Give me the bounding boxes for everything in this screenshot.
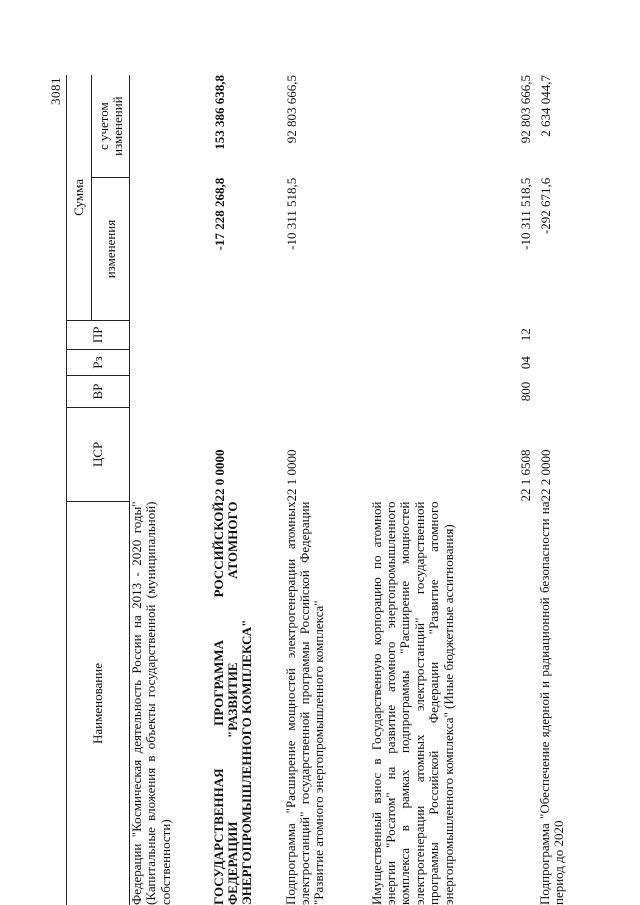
table-row (284, 75, 370, 905)
header-pr: ПР (67, 320, 130, 349)
row-name: Подпрограмма "Обеспечение ядерной и радиационной безопасности на период до 2020 (536, 501, 566, 905)
row-csr: 22 2 0000 (537, 449, 553, 502)
header-with-changes: с учетом изменений (92, 75, 130, 178)
row-total (130, 75, 212, 178)
row-csr: 22 1 6508 (517, 449, 533, 502)
header-change: изменения (92, 178, 130, 321)
header-rz: Рз (67, 349, 130, 376)
row-vr: 800 (517, 381, 533, 402)
row-rz (212, 349, 284, 376)
row-change: -10 311 518,5 (283, 177, 299, 250)
page-number: 3081 (48, 77, 63, 105)
row-total: 92 803 666,5 (517, 75, 533, 144)
header-vr: ВР (67, 376, 130, 407)
row-pr (130, 320, 212, 349)
header-name: Наименование (67, 501, 130, 905)
header-summa: Сумма (67, 75, 92, 320)
row-vr (212, 376, 284, 407)
row-pr: 12 (517, 328, 533, 342)
row-name: Федерации "Космическая деятельность России на 2013 - 2020 годы" (Капитальные вложения в объекты государственной (муниципальной) собственности) (129, 501, 173, 905)
row-change (130, 178, 212, 321)
row-csr: 22 1 0000 (283, 449, 299, 502)
header-csr: ЦСР (67, 407, 130, 501)
row-pr (284, 320, 370, 349)
table-row (370, 75, 538, 905)
table-body (130, 75, 578, 905)
row-change: -292 671,6 (537, 177, 553, 235)
row-rz (284, 349, 370, 376)
row-change: -17 228 268,8 (211, 177, 227, 251)
row-rz (130, 349, 212, 376)
row-pr (538, 320, 578, 349)
row-total: 2 634 044,7 (537, 75, 553, 137)
row-vr (284, 376, 370, 407)
row-name: Имущественный взнос в Государственную корпорацию по атомной энергии "Росатом" на развитие атомного энергопромышленного комплекса в рамках подпрограммы "Расширение мощностей электрогенерации атомных электростанций" государственной программы Российской Федерации "Развитие атомного энергопромышленного комплекса" (Иные бюджетные ассигнования) (368, 501, 456, 905)
budget-table (66, 75, 578, 905)
row-csr (130, 407, 212, 501)
table-header (67, 75, 130, 905)
row-rz: 04 (517, 356, 533, 370)
row-total: 153 386 638,8 (211, 75, 227, 150)
row-name: Подпрограмма "Расширение мощностей электрогенерации атомных электростанций" государственной программы Российской Федерации "Развитие атомного энергопромышленного комплекса" (282, 501, 327, 905)
row-vr (130, 376, 212, 407)
row-change: -10 311 518,5 (517, 177, 533, 250)
row-name: ГОСУДАРСТВЕННАЯ ПРОГРАММА РОССИЙСКОЙ ФЕДЕРАЦИИ "РАЗВИТИЕ АТОМНОГО ЭНЕРГОПРОМЫШЛЕННОГО КОМПЛЕКСА" (210, 501, 255, 905)
row-pr (212, 320, 284, 349)
table-row (130, 75, 212, 905)
row-total: 92 803 666,5 (283, 75, 299, 144)
table-row (538, 75, 578, 905)
row-rz (538, 349, 578, 376)
table-row (212, 75, 284, 905)
row-vr (538, 376, 578, 407)
row-csr: 22 0 0000 (211, 449, 227, 502)
